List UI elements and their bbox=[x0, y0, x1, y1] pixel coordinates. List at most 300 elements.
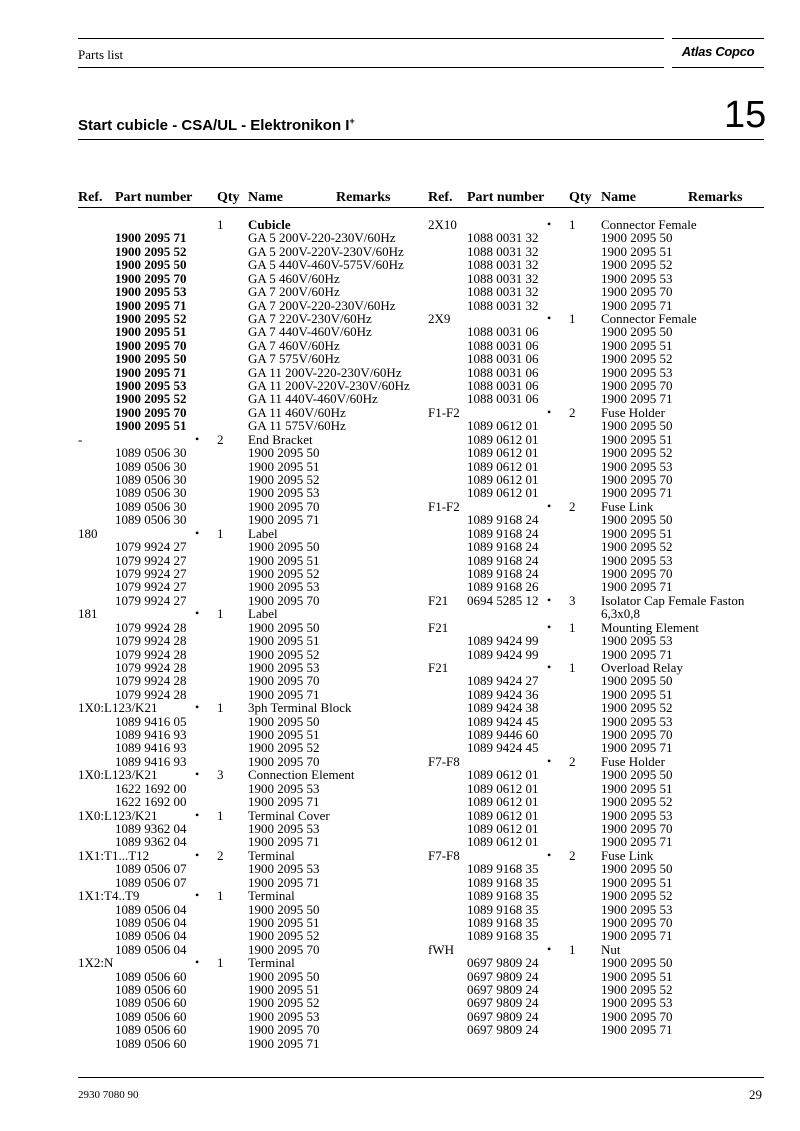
name-cell: Nut bbox=[601, 941, 621, 957]
doc-number: 2930 7080 90 bbox=[78, 1089, 139, 1101]
part-number-cell: 1079 9924 27 bbox=[115, 592, 187, 608]
table-row bbox=[428, 607, 764, 620]
qty-cell: 1 bbox=[217, 700, 224, 716]
table-row bbox=[78, 889, 423, 902]
table-row bbox=[428, 674, 764, 687]
table-row bbox=[78, 446, 423, 459]
name-cell: 1900 2095 71 bbox=[601, 834, 673, 850]
ref-cell: F21 bbox=[428, 592, 449, 608]
part-number-cell: 1089 9168 35 bbox=[467, 874, 539, 890]
name-cell: GA 11 575V/60Hz bbox=[248, 418, 346, 434]
table-row bbox=[428, 299, 764, 312]
name-cell: 1900 2095 70 bbox=[248, 753, 320, 769]
part-number-cell: 1089 0612 01 bbox=[467, 807, 539, 823]
part-number-cell: 0697 9809 24 bbox=[467, 1022, 539, 1038]
name-cell: 1900 2095 70 bbox=[601, 565, 673, 581]
table-row bbox=[428, 849, 764, 862]
name-cell: GA 7 200V-220-230V/60Hz bbox=[248, 297, 396, 313]
name-cell: Mounting Element bbox=[601, 619, 699, 635]
name-cell: 1900 2095 70 bbox=[248, 673, 320, 689]
column-header-rule bbox=[78, 207, 764, 208]
name-cell: 1900 2095 71 bbox=[248, 874, 320, 890]
part-number-cell: 1622 1692 00 bbox=[115, 780, 187, 796]
bullet-cell: • bbox=[195, 807, 200, 822]
table-row bbox=[428, 889, 764, 902]
table-row bbox=[428, 795, 764, 808]
name-cell: 1900 2095 70 bbox=[248, 941, 320, 957]
name-cell: Terminal bbox=[248, 888, 295, 904]
col-ref-2: Ref. bbox=[428, 190, 453, 205]
part-number-cell: 1622 1692 00 bbox=[115, 794, 187, 810]
bullet-cell: • bbox=[547, 753, 552, 768]
table-row bbox=[428, 741, 764, 754]
name-cell: 1900 2095 50 bbox=[248, 901, 320, 917]
table-row bbox=[428, 419, 764, 432]
table-row bbox=[428, 903, 764, 916]
name-cell: GA 7 440V-460V/60Hz bbox=[248, 324, 372, 340]
name-cell: 1900 2095 51 bbox=[248, 633, 320, 649]
name-cell: 1900 2095 53 bbox=[601, 995, 673, 1011]
table-row bbox=[78, 258, 423, 271]
table-row bbox=[428, 406, 764, 419]
part-number-cell: 1089 9168 35 bbox=[467, 888, 539, 904]
name-cell: 1900 2095 71 bbox=[601, 297, 673, 313]
part-number-cell: 1900 2095 52 bbox=[115, 310, 187, 326]
table-row bbox=[78, 634, 423, 647]
table-row bbox=[428, 258, 764, 271]
bullet-cell: • bbox=[195, 700, 200, 715]
part-number-cell: 1089 0506 04 bbox=[115, 928, 187, 944]
qty-cell: 3 bbox=[217, 767, 224, 783]
part-number-cell: 1900 2095 51 bbox=[115, 324, 187, 340]
table-row bbox=[78, 460, 423, 473]
name-cell: 1900 2095 71 bbox=[601, 485, 673, 501]
qty-cell: 1 bbox=[569, 217, 576, 232]
part-number-cell: 1088 0031 06 bbox=[467, 324, 539, 340]
table-row bbox=[428, 527, 764, 540]
part-number-cell: 1079 9924 28 bbox=[115, 646, 187, 662]
part-number-cell: 1089 9168 26 bbox=[467, 579, 539, 595]
name-cell: 1900 2095 52 bbox=[601, 351, 673, 367]
table-row bbox=[428, 916, 764, 929]
name-cell: 1900 2095 51 bbox=[248, 914, 320, 930]
name-cell: 1900 2095 53 bbox=[248, 1008, 320, 1024]
name-cell: Terminal bbox=[248, 955, 295, 971]
table-row bbox=[78, 674, 423, 687]
part-number-cell: 1089 9416 05 bbox=[115, 713, 187, 729]
name-cell: 1900 2095 71 bbox=[248, 794, 320, 810]
name-cell: 1900 2095 51 bbox=[601, 686, 673, 702]
table-row bbox=[428, 352, 764, 365]
name-cell: 1900 2095 53 bbox=[248, 861, 320, 877]
name-cell: 1900 2095 70 bbox=[248, 592, 320, 608]
part-number-cell: 1089 9416 93 bbox=[115, 740, 187, 756]
name-cell: Fuse Link bbox=[601, 498, 654, 514]
ref-cell: F21 bbox=[428, 619, 449, 635]
part-number-cell: 1089 9362 04 bbox=[115, 834, 187, 850]
table-row bbox=[428, 835, 764, 848]
part-number-cell: 0697 9809 24 bbox=[467, 982, 539, 998]
name-cell: GA 7 200V/60Hz bbox=[248, 284, 340, 300]
name-cell: 1900 2095 53 bbox=[248, 659, 320, 675]
table-row bbox=[428, 782, 764, 795]
table-row bbox=[78, 325, 423, 338]
table-row bbox=[78, 862, 423, 875]
table-row bbox=[428, 486, 764, 499]
logo-top-bar bbox=[672, 38, 764, 39]
name-cell: GA 11 460V/60Hz bbox=[248, 404, 346, 420]
ref-cell: F7-F8 bbox=[428, 753, 460, 769]
part-number-cell: 1089 0612 01 bbox=[467, 834, 539, 850]
ref-cell: fWH bbox=[428, 941, 454, 957]
part-number-cell: 1089 0612 01 bbox=[467, 472, 539, 488]
part-number-cell: 1089 0506 04 bbox=[115, 941, 187, 957]
name-cell: 1900 2095 52 bbox=[248, 472, 320, 488]
table-row bbox=[78, 218, 423, 231]
page-number: 29 bbox=[749, 1087, 762, 1102]
name-cell: 1900 2095 51 bbox=[248, 727, 320, 743]
part-number-cell: 1089 9168 35 bbox=[467, 901, 539, 917]
name-cell: GA 11 200V-220V-230V/60Hz bbox=[248, 378, 410, 394]
name-cell: 1900 2095 52 bbox=[601, 982, 673, 998]
part-number-cell: 1088 0031 06 bbox=[467, 337, 539, 353]
qty-cell: 1 bbox=[217, 888, 224, 904]
table-row bbox=[428, 822, 764, 835]
qty-cell: 1 bbox=[569, 941, 576, 957]
part-number-cell: 1089 0506 30 bbox=[115, 445, 187, 461]
name-cell: 1900 2095 70 bbox=[248, 498, 320, 514]
table-row bbox=[428, 862, 764, 875]
name-cell: 1900 2095 52 bbox=[601, 539, 673, 555]
title-rule bbox=[78, 139, 764, 140]
part-number-cell: 1089 0506 60 bbox=[115, 1008, 187, 1024]
bullet-cell: • bbox=[195, 888, 200, 903]
name-cell: 1900 2095 70 bbox=[601, 378, 673, 394]
part-number-cell: 1089 9416 93 bbox=[115, 727, 187, 743]
part-number-cell: 1089 0506 60 bbox=[115, 982, 187, 998]
table-row bbox=[428, 594, 764, 607]
bullet-cell: • bbox=[547, 217, 552, 231]
part-number-cell: 1088 0031 32 bbox=[467, 270, 539, 286]
col-remarks-2: Remarks bbox=[688, 190, 743, 205]
name-cell: 1900 2095 70 bbox=[601, 284, 673, 300]
left-parts-table bbox=[78, 218, 423, 1050]
table-row bbox=[428, 755, 764, 768]
part-number-cell: 1089 0612 01 bbox=[467, 458, 539, 474]
table-row bbox=[428, 231, 764, 244]
name-cell: 1900 2095 53 bbox=[601, 364, 673, 380]
bullet-cell: • bbox=[547, 310, 552, 325]
table-row bbox=[428, 513, 764, 526]
part-number-cell: 1089 0612 01 bbox=[467, 780, 539, 796]
right-parts-table bbox=[428, 218, 764, 1037]
name-cell: 1900 2095 50 bbox=[601, 512, 673, 528]
part-number-cell: 1900 2095 70 bbox=[115, 337, 187, 353]
col-name: Name bbox=[248, 190, 283, 205]
table-row bbox=[78, 285, 423, 298]
part-number-cell: 1089 9424 45 bbox=[467, 740, 539, 756]
part-number-cell: 1088 0031 06 bbox=[467, 364, 539, 380]
part-number-cell: 1089 9424 27 bbox=[467, 673, 539, 689]
name-cell: Cubicle bbox=[248, 217, 291, 232]
name-cell: 1900 2095 53 bbox=[601, 807, 673, 823]
name-cell: Terminal bbox=[248, 847, 295, 863]
table-row bbox=[428, 554, 764, 567]
header-bottom-rule bbox=[78, 67, 664, 68]
table-row bbox=[428, 446, 764, 459]
part-number-cell: 1900 2095 52 bbox=[115, 243, 187, 259]
table-row bbox=[428, 1023, 764, 1036]
table-row bbox=[78, 339, 423, 352]
table-row bbox=[428, 567, 764, 580]
table-row bbox=[78, 983, 423, 996]
part-number-cell: 1089 0506 60 bbox=[115, 995, 187, 1011]
table-row bbox=[428, 366, 764, 379]
part-number-cell: 1079 9924 28 bbox=[115, 619, 187, 635]
name-cell: Label bbox=[248, 606, 278, 622]
name-cell: GA 5 200V-220-230V/60Hz bbox=[248, 230, 396, 246]
table-row bbox=[428, 392, 764, 405]
qty-cell: 3 bbox=[569, 592, 576, 608]
table-row bbox=[78, 419, 423, 432]
bullet-cell: • bbox=[195, 525, 200, 540]
name-cell: 1900 2095 52 bbox=[601, 888, 673, 904]
qty-cell: 1 bbox=[569, 310, 576, 326]
name-cell: 1900 2095 53 bbox=[601, 633, 673, 649]
table-row bbox=[78, 661, 423, 674]
table-row bbox=[428, 715, 764, 728]
name-cell: End Bracket bbox=[248, 431, 313, 447]
table-row bbox=[78, 231, 423, 244]
name-cell: 1900 2095 50 bbox=[601, 230, 673, 246]
section-number: 15 bbox=[724, 94, 767, 136]
name-cell: 1900 2095 53 bbox=[248, 820, 320, 836]
table-row bbox=[78, 822, 423, 835]
qty-cell: 2 bbox=[569, 404, 576, 420]
table-row bbox=[78, 312, 423, 325]
part-number-cell: 1900 2095 53 bbox=[115, 284, 187, 300]
part-number-cell: 1089 0506 30 bbox=[115, 512, 187, 528]
part-number-cell: 1089 0612 01 bbox=[467, 445, 539, 461]
part-number-cell: 1079 9924 27 bbox=[115, 552, 187, 568]
part-number-cell: 0697 9809 24 bbox=[467, 955, 539, 971]
name-cell: 1900 2095 50 bbox=[248, 713, 320, 729]
table-row bbox=[428, 500, 764, 513]
table-row bbox=[428, 701, 764, 714]
table-row bbox=[78, 1023, 423, 1036]
name-cell: 1900 2095 52 bbox=[601, 257, 673, 273]
name-cell: 1900 2095 71 bbox=[601, 646, 673, 662]
table-row bbox=[78, 580, 423, 593]
part-number-cell: 1089 9168 24 bbox=[467, 525, 539, 541]
part-number-cell: 1900 2095 53 bbox=[115, 378, 187, 394]
name-cell: GA 5 440V-460V-575V/60Hz bbox=[248, 257, 404, 273]
part-number-cell: 1089 9168 35 bbox=[467, 914, 539, 930]
name-cell: GA 7 220V-230V/60Hz bbox=[248, 310, 372, 326]
name-cell: 1900 2095 51 bbox=[601, 431, 673, 447]
qty-cell: 1 bbox=[217, 955, 224, 971]
part-number-cell: 1089 0506 60 bbox=[115, 1035, 187, 1051]
name-cell: 1900 2095 53 bbox=[248, 579, 320, 595]
col-part-number: Part number bbox=[115, 190, 193, 205]
ref-cell: 1X0:L123/K21 bbox=[78, 700, 158, 716]
name-cell: 1900 2095 52 bbox=[601, 794, 673, 810]
name-cell: 1900 2095 53 bbox=[601, 458, 673, 474]
table-row bbox=[78, 876, 423, 889]
table-row bbox=[428, 272, 764, 285]
part-number-cell: 1089 9416 93 bbox=[115, 753, 187, 769]
name-cell: 1900 2095 53 bbox=[601, 901, 673, 917]
name-cell: 1900 2095 51 bbox=[601, 780, 673, 796]
col-remarks: Remarks bbox=[336, 190, 391, 205]
name-cell: 1900 2095 71 bbox=[601, 1022, 673, 1038]
part-number-cell: 1089 0612 01 bbox=[467, 820, 539, 836]
table-row bbox=[78, 352, 423, 365]
name-cell: 1900 2095 51 bbox=[248, 982, 320, 998]
table-row bbox=[78, 379, 423, 392]
part-number-cell: 1088 0031 32 bbox=[467, 257, 539, 273]
table-row bbox=[78, 701, 423, 714]
part-number-cell: 1900 2095 70 bbox=[115, 270, 187, 286]
name-cell: 1900 2095 50 bbox=[601, 955, 673, 971]
name-cell: 1900 2095 50 bbox=[601, 418, 673, 434]
part-number-cell: 1900 2095 50 bbox=[115, 257, 187, 273]
name-cell: Fuse Holder bbox=[601, 753, 665, 769]
table-row bbox=[428, 379, 764, 392]
part-number-cell: 1089 9446 60 bbox=[467, 727, 539, 743]
table-row bbox=[78, 594, 423, 607]
part-number-cell: 1089 9424 36 bbox=[467, 686, 539, 702]
qty-cell: 1 bbox=[217, 217, 224, 232]
part-number-cell: 1089 0506 04 bbox=[115, 901, 187, 917]
ref-cell: 1X0:L123/K21 bbox=[78, 807, 158, 823]
part-number-cell: 1088 0031 32 bbox=[467, 230, 539, 246]
name-cell: 1900 2095 53 bbox=[601, 270, 673, 286]
name-cell: 1900 2095 52 bbox=[601, 445, 673, 461]
part-number-cell: 0697 9809 24 bbox=[467, 968, 539, 984]
table-row bbox=[78, 755, 423, 768]
table-row bbox=[428, 728, 764, 741]
part-number-cell: 1089 0612 01 bbox=[467, 767, 539, 783]
name-cell: 1900 2095 52 bbox=[248, 995, 320, 1011]
table-row bbox=[428, 996, 764, 1009]
name-cell: GA 7 460V/60Hz bbox=[248, 337, 340, 353]
qty-cell: 2 bbox=[217, 847, 224, 863]
part-number-cell: 0694 5285 12 bbox=[467, 592, 539, 608]
name-cell: 1900 2095 50 bbox=[601, 673, 673, 689]
table-row bbox=[78, 782, 423, 795]
part-number-cell: 1088 0031 32 bbox=[467, 297, 539, 313]
col-ref: Ref. bbox=[78, 190, 103, 205]
table-row bbox=[428, 876, 764, 889]
table-row bbox=[78, 366, 423, 379]
name-cell: 1900 2095 52 bbox=[248, 646, 320, 662]
name-cell: 1900 2095 52 bbox=[248, 928, 320, 944]
bullet-cell: • bbox=[547, 498, 552, 513]
name-cell: 1900 2095 71 bbox=[601, 391, 673, 407]
name-cell: 1900 2095 53 bbox=[601, 552, 673, 568]
table-row bbox=[78, 607, 423, 620]
table-row bbox=[78, 621, 423, 634]
table-row bbox=[78, 486, 423, 499]
name-cell: GA 11 200V-220-230V/60Hz bbox=[248, 364, 402, 380]
name-cell: 1900 2095 51 bbox=[601, 337, 673, 353]
name-cell: 1900 2095 51 bbox=[601, 968, 673, 984]
name-cell: Isolator Cap Female Faston bbox=[601, 592, 745, 608]
qty-cell: 2 bbox=[217, 431, 224, 447]
table-row bbox=[428, 580, 764, 593]
table-row bbox=[78, 513, 423, 526]
part-number-cell: 1089 9168 24 bbox=[467, 512, 539, 528]
ref-cell: 2X9 bbox=[428, 310, 451, 326]
part-number-cell: 1089 9424 45 bbox=[467, 713, 539, 729]
table-row bbox=[428, 285, 764, 298]
part-number-cell: 1088 0031 32 bbox=[467, 284, 539, 300]
name-cell: 1900 2095 71 bbox=[248, 686, 320, 702]
table-row bbox=[78, 1037, 423, 1050]
name-cell: 1900 2095 51 bbox=[601, 243, 673, 259]
table-row bbox=[78, 554, 423, 567]
part-number-cell: 0697 9809 24 bbox=[467, 995, 539, 1011]
bullet-cell: • bbox=[547, 659, 552, 674]
name-cell: 3ph Terminal Block bbox=[248, 700, 352, 716]
table-row bbox=[428, 473, 764, 486]
bullet-cell: • bbox=[547, 847, 552, 862]
name-cell: 1900 2095 50 bbox=[601, 861, 673, 877]
part-number-cell: 1088 0031 32 bbox=[467, 243, 539, 259]
col-qty-2: Qty bbox=[569, 190, 592, 205]
part-number-cell: 1089 0506 60 bbox=[115, 968, 187, 984]
table-row bbox=[78, 809, 423, 822]
table-row bbox=[428, 956, 764, 969]
name-cell: 1900 2095 71 bbox=[248, 834, 320, 850]
table-row bbox=[78, 996, 423, 1009]
col-name-2: Name bbox=[601, 190, 636, 205]
name-cell: 1900 2095 71 bbox=[248, 512, 320, 528]
part-number-cell: 1089 0506 04 bbox=[115, 914, 187, 930]
table-row bbox=[428, 339, 764, 352]
part-number-cell: 1900 2095 71 bbox=[115, 364, 187, 380]
table-row bbox=[428, 970, 764, 983]
table-row bbox=[428, 433, 764, 446]
part-number-cell: 1079 9924 28 bbox=[115, 686, 187, 702]
table-row bbox=[428, 983, 764, 996]
part-number-cell: 1900 2095 51 bbox=[115, 418, 187, 434]
name-cell: GA 11 440V-460V/60Hz bbox=[248, 391, 378, 407]
table-row bbox=[78, 648, 423, 661]
name-cell: Terminal Cover bbox=[248, 807, 330, 823]
table-row bbox=[428, 621, 764, 634]
logo-bottom-bar bbox=[672, 67, 764, 68]
ref-cell: F21 bbox=[428, 659, 449, 675]
qty-cell: 1 bbox=[217, 807, 224, 823]
part-number-cell: 1089 0506 30 bbox=[115, 498, 187, 514]
name-cell: 1900 2095 70 bbox=[601, 727, 673, 743]
footer-rule bbox=[78, 1077, 764, 1078]
part-number-cell: 1089 9168 35 bbox=[467, 928, 539, 944]
part-number-cell: 1089 9168 24 bbox=[467, 565, 539, 581]
ref-cell: - bbox=[78, 431, 83, 447]
part-number-cell: 1079 9924 27 bbox=[115, 565, 187, 581]
bullet-cell: • bbox=[195, 431, 200, 446]
name-cell: 6,3x0,8 bbox=[601, 606, 640, 622]
table-row bbox=[78, 768, 423, 781]
table-row bbox=[78, 272, 423, 285]
part-number-cell: 1079 9924 27 bbox=[115, 579, 187, 595]
table-row bbox=[428, 688, 764, 701]
table-row bbox=[428, 648, 764, 661]
name-cell: GA 7 575V/60Hz bbox=[248, 351, 340, 367]
